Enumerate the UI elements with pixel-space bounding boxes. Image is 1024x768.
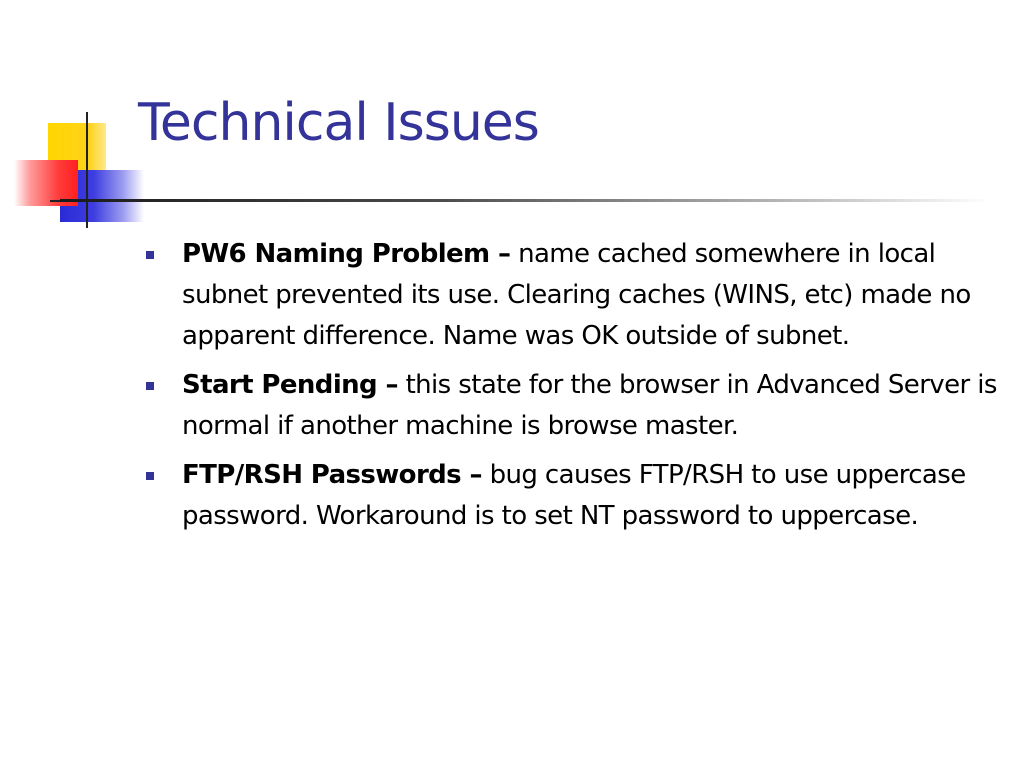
bullet-list [146,234,1006,545]
bullet-square-icon [146,251,154,259]
bullet-heading: FTP/RSH Passwords – [182,460,482,490]
bullet-heading: PW6 Naming Problem – [182,239,511,269]
bullet-text: name cached somewhere in local subnet prevented its use. Clearing caches (WINS, etc) made no apparent difference. Name was OK outside of subnet. [182,239,971,351]
slide-title: Technical Issues [138,93,539,153]
bullet-heading: Start Pending – [182,370,398,400]
logo-vertical-line [86,112,88,228]
title-divider [60,199,990,202]
template-logo-graphic [0,100,160,240]
bullet-square-icon [146,472,154,480]
bullet-item [146,234,1006,357]
bullet-item [146,365,1006,447]
bullet-text: bug causes FTP/RSH to use uppercase password. Workaround is to set NT password to uppercase. [182,460,966,531]
bullet-text: this state for the browser in Advanced Server is normal if another machine is browse master. [182,370,997,441]
bullet-item [146,455,1006,537]
bullet-square-icon [146,382,154,390]
